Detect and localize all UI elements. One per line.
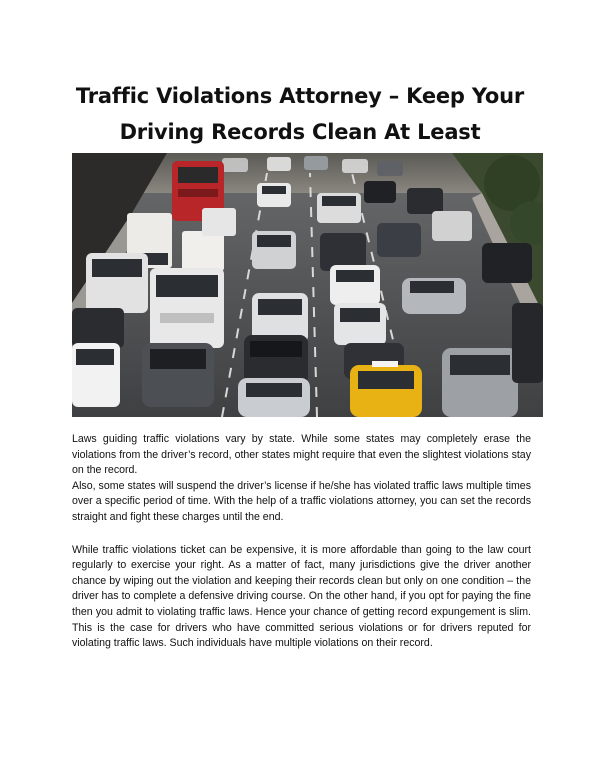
title-line-2: Driving Records Clean At Least [119,120,481,144]
paragraph-3: While traffic violations ticket can be expensive, it is more affordable than going to the law court regularly to exercise your right. As a matter of fact, many jurisdictions give the driver another chance by wiping out the violation and keeping their records clean but only on one condition – the driver has to complete a defensive driving course. On the other hand, if you opt for paying the fine then you admit to violating traffic laws. Hence your chance of getting record expungement is slim. This is the case for drivers who have committed serious violations or for drivers reputed for violating traffic laws. Such individuals have multiple violations on their record. [72,543,531,650]
page-title [40,78,560,150]
paragraph-1: Laws guiding traffic violations vary by state. While some states may completely erase the violations from the driver’s record, other states might require that even the slightest violations stay on the record. [72,433,531,477]
traffic-jam-photo [72,153,543,417]
article-body [72,432,531,652]
title-line-1: Traffic Violations Attorney – Keep Your [75,84,525,108]
paragraph-2: Also, some states will suspend the driver’s license if he/she has violated traffic laws multiple times over a specific period of time. With the help of a traffic violations attorney, you can set the records straight and fight these charges until the end. [72,479,531,523]
